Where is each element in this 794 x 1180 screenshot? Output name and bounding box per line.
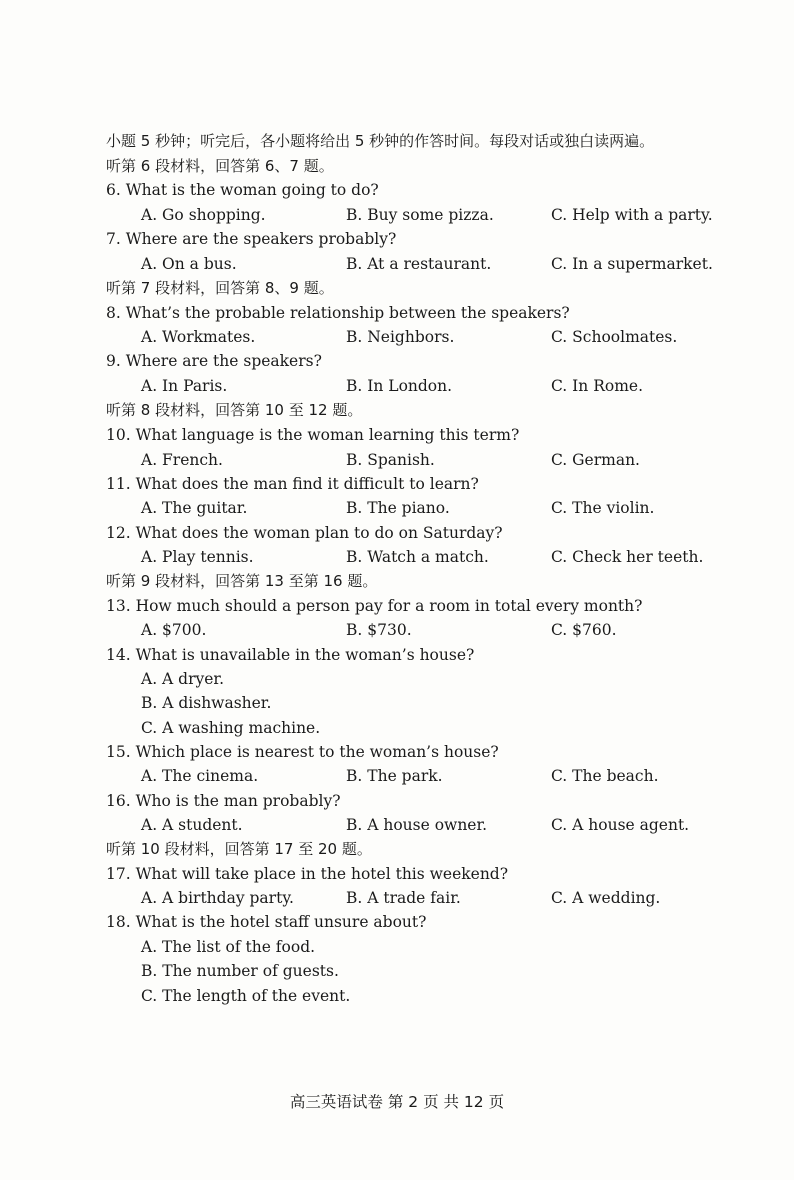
question-stem: 14. What is unavailable in the woman’s house? <box>106 646 475 664</box>
option-c: C. A house agent. <box>551 816 690 834</box>
question-stem: 15. Which place is nearest to the woman’s house? <box>106 743 499 761</box>
option-b: B. $730. <box>346 621 412 639</box>
option-b: B. The park. <box>346 767 443 785</box>
question-stem: 13. How much should a person pay for a room in total every month? <box>106 597 643 615</box>
option-b: B. A house owner. <box>346 816 488 834</box>
section-heading: 听第 10 段材料，回答第 17 至 20 题。 <box>106 840 372 858</box>
option-c: C. Schoolmates. <box>551 328 678 346</box>
instructions-text: 小题 5 秒钟；听完后，各小题将给出 5 秒钟的作答时间。每段对话或独白读两遍。 <box>106 132 655 150</box>
option-b: B. Spanish. <box>346 451 435 469</box>
option-c: C. $760. <box>551 621 617 639</box>
option-a: A. French. <box>141 451 223 469</box>
option-b: B. A dishwasher. <box>141 694 272 712</box>
option-a: A. A birthday party. <box>141 889 294 907</box>
section-heading: 听第 9 段材料，回答第 13 至第 16 题。 <box>106 572 378 590</box>
option-b: B. In London. <box>346 377 453 395</box>
option-a: A. $700. <box>141 621 207 639</box>
option-a: A. Workmates. <box>141 328 256 346</box>
question-stem: 9. Where are the speakers? <box>106 352 322 370</box>
section-heading: 听第 6 段材料，回答第 6、7 题。 <box>106 157 334 175</box>
option-a: A. On a bus. <box>141 255 237 273</box>
question-stem: 18. What is the hotel staff unsure about? <box>106 913 427 931</box>
option-a: A. A dryer. <box>141 670 225 688</box>
option-a: A. In Paris. <box>141 377 228 395</box>
option-c: C. The beach. <box>551 767 659 785</box>
section-heading: 听第 7 段材料，回答第 8、9 题。 <box>106 279 334 297</box>
option-b: B. Buy some pizza. <box>346 206 494 224</box>
option-c: C. In a supermarket. <box>551 255 713 273</box>
option-c: C. In Rome. <box>551 377 643 395</box>
option-c: C. Check her teeth. <box>551 548 704 566</box>
option-a: A. The cinema. <box>141 767 259 785</box>
option-c: C. The violin. <box>551 499 655 517</box>
option-c: C. German. <box>551 451 640 469</box>
option-c: C. Help with a party. <box>551 206 713 224</box>
option-c: C. A wedding. <box>551 889 661 907</box>
question-stem: 16. Who is the man probably? <box>106 792 341 810</box>
question-stem: 6. What is the woman going to do? <box>106 181 379 199</box>
option-a: A. The list of the food. <box>141 938 316 956</box>
option-b: B. At a restaurant. <box>346 255 492 273</box>
option-b: B. The number of guests. <box>141 962 339 980</box>
page-footer: 高三英语试卷 第 2 页 共 12 页 <box>289 1093 505 1111</box>
option-a: A. The guitar. <box>141 499 248 517</box>
option-a: A. Play tennis. <box>141 548 254 566</box>
option-a: A. Go shopping. <box>141 206 266 224</box>
option-b: B. Watch a match. <box>346 548 489 566</box>
option-a: A. A student. <box>141 816 243 834</box>
option-b: B. The piano. <box>346 499 450 517</box>
question-stem: 10. What language is the woman learning this term? <box>106 426 520 444</box>
option-b: B. A trade fair. <box>346 889 461 907</box>
question-stem: 8. What’s the probable relationship between the speakers? <box>106 304 570 322</box>
section-heading: 听第 8 段材料，回答第 10 至 12 题。 <box>106 401 363 419</box>
question-stem: 7. Where are the speakers probably? <box>106 230 397 248</box>
option-c: C. The length of the event. <box>141 987 351 1005</box>
option-b: B. Neighbors. <box>346 328 455 346</box>
question-stem: 12. What does the woman plan to do on Saturday? <box>106 524 503 542</box>
option-c: C. A washing machine. <box>141 719 321 737</box>
question-stem: 17. What will take place in the hotel this weekend? <box>106 865 509 883</box>
question-stem: 11. What does the man find it difficult to learn? <box>106 475 479 493</box>
